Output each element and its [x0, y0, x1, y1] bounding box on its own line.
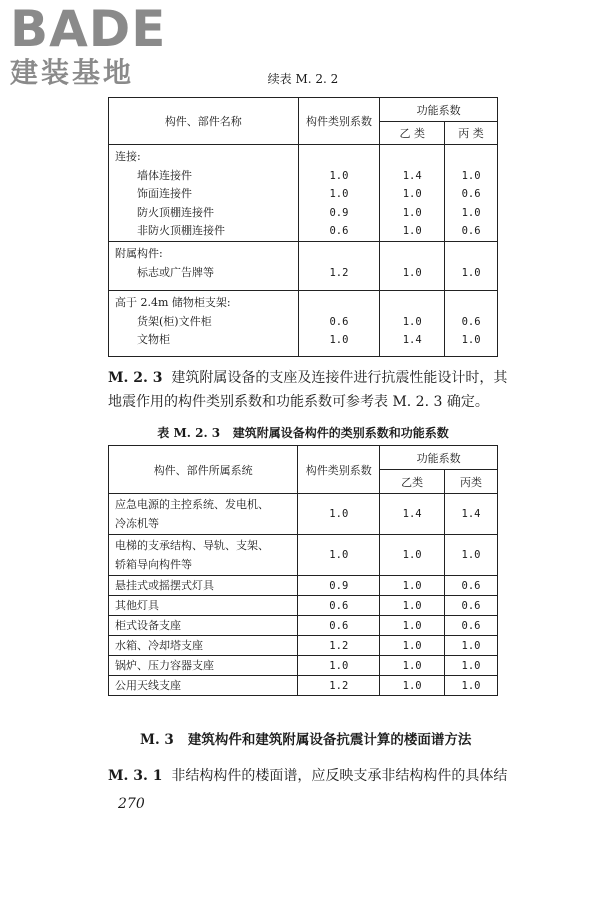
table2-value-cell: 1.0	[445, 656, 498, 676]
paragraph-m223-line1: 建筑附属设备的支座及连接件进行抗震性能设计时，其	[171, 370, 508, 386]
table2-value-cell: 0.6	[445, 616, 498, 636]
table2-name-cell	[109, 636, 298, 656]
table2-name-line: 锅炉、压力容器支座	[115, 659, 214, 672]
table2	[108, 445, 498, 696]
table2-row	[109, 494, 498, 535]
table1-item-value: 0.6	[329, 315, 349, 328]
table1-group	[109, 242, 498, 291]
paragraph-m31-number: M. 3. 1	[108, 768, 163, 784]
paragraph-m223-line2: 地震作用的构件类别系数和功能系数可参考表 M. 2. 3 确定。	[108, 394, 489, 410]
table1-item-value: 1.0	[461, 334, 481, 346]
table2-header-function: 功能系数	[380, 446, 498, 470]
table1	[108, 97, 498, 357]
table1-header-function: 功能系数	[380, 98, 498, 122]
table1-name-cell	[109, 242, 299, 291]
table2-caption-title: 建筑附属设备构件的类别系数和功能系数	[232, 426, 449, 440]
table1-value-cell	[298, 145, 380, 242]
table2-value-cell: 1.0	[298, 494, 380, 535]
table2-caption-number: 表 M. 2. 3	[157, 426, 221, 440]
table1-item-name: 饰面连接件	[137, 187, 192, 200]
table2-name-cell	[109, 676, 298, 696]
table1-name-cell	[109, 291, 299, 357]
table2-name-line: 其他灯具	[115, 599, 159, 612]
table2-value-cell: 1.0	[445, 676, 498, 696]
table2-value-cell: 1.2	[298, 636, 380, 656]
table1-value-cell	[380, 291, 445, 357]
table1-item-name: 非防火顶棚连接件	[137, 224, 225, 237]
table1-value-cell	[380, 145, 445, 242]
table1-item-value: 1.0	[461, 266, 481, 279]
table1-group-label: 连接:	[115, 150, 141, 163]
table1-name-cell	[109, 145, 299, 242]
table1-header-b: 乙 类	[380, 122, 445, 145]
table1-item-value: 0.6	[329, 225, 349, 237]
table1-group-label: 高于 2.4m 储物柜支架:	[115, 296, 231, 309]
table1-item-value: 1.0	[461, 169, 481, 182]
table2-value-cell: 1.0	[380, 656, 445, 676]
table1-value-cell	[445, 242, 498, 291]
table2-row	[109, 636, 498, 656]
table2-value-cell: 1.0	[298, 535, 380, 576]
table2-value-cell: 1.2	[298, 676, 380, 696]
table2-value-cell: 1.0	[380, 616, 445, 636]
table1-value-cell	[445, 145, 498, 242]
table1-group	[109, 291, 498, 357]
table2-name-line: 电梯的支承结构、导轨、支架、	[115, 539, 269, 552]
table2-header-c: 丙类	[445, 470, 498, 494]
table1-group-label: 附属构件:	[115, 247, 163, 260]
table2-row	[109, 676, 498, 696]
paragraph-m31-text: 非结构构件的楼面谱，应反映支承非结构构件的具体结	[171, 768, 508, 784]
table2-name-cell	[109, 535, 298, 576]
table2-name-line: 轿箱导向构件等	[115, 558, 192, 571]
table2-name-cell	[109, 616, 298, 636]
table1-item-name: 墙体连接件	[137, 168, 192, 182]
table2-name-line: 柜式设备支座	[115, 619, 181, 632]
table2-row	[109, 596, 498, 616]
table1-item-value: 1.0	[329, 169, 349, 182]
table2-value-cell: 1.4	[445, 494, 498, 535]
table2-name-cell	[109, 656, 298, 676]
table2-row	[109, 616, 498, 636]
table1-value-cell	[298, 291, 380, 357]
table2-name-line: 应急电源的主控系统、发电机、	[115, 498, 269, 511]
page-number: 270	[118, 796, 145, 812]
table1-item-value: 1.0	[329, 334, 349, 346]
logo-main-text: BADE	[10, 0, 167, 58]
section-number: M. 3	[140, 732, 174, 748]
table2-name-line: 冷冻机等	[115, 517, 159, 530]
table2-value-cell: 1.0	[380, 576, 445, 596]
table1-header-c: 丙 类	[445, 122, 498, 145]
table1-header-name: 构件、部件名称	[109, 98, 299, 145]
table2-value-cell: 0.6	[298, 616, 380, 636]
table2-name-line: 水箱、冷却塔支座	[115, 639, 203, 652]
table1-group	[109, 145, 498, 242]
table2-name-line: 公用天线支座	[115, 679, 181, 692]
table1-value-cell	[445, 291, 498, 357]
section-heading-m3	[140, 728, 540, 752]
table1-value-cell	[380, 242, 445, 291]
table2-value-cell: 1.0	[380, 636, 445, 656]
table2-header-category: 构件类别系数	[298, 446, 380, 494]
table2-caption	[108, 424, 498, 441]
table2-name-line: 悬挂式或摇摆式灯具	[115, 579, 214, 592]
section-title: 建筑构件和建筑附属设备抗震计算的楼面谱方法	[187, 732, 472, 748]
table2-name-cell	[109, 494, 298, 535]
table1-item-value: 0.6	[461, 315, 481, 328]
table1-item-name: 货架(柜)文件柜	[137, 314, 212, 328]
table1-item-value: 1.4	[402, 169, 422, 182]
table2-value-cell: 1.4	[380, 494, 445, 535]
table1-item-value: 0.6	[461, 188, 481, 200]
table2-header-name: 构件、部件所属系统	[109, 446, 298, 494]
table2-value-cell: 1.0	[298, 656, 380, 676]
table1-item-value: 1.0	[402, 206, 422, 219]
logo-sub-text: 建装基地	[10, 56, 135, 89]
table1-item-value: 1.4	[402, 334, 422, 346]
paragraph-m223	[108, 366, 528, 414]
table1-value-cell	[298, 242, 380, 291]
table2-row	[109, 576, 498, 596]
table1-item-value: 1.2	[329, 266, 349, 279]
table1-item-value: 0.9	[329, 206, 349, 219]
table1-item-name: 标志或广告牌等	[137, 265, 214, 279]
table1-item-value: 0.6	[461, 225, 481, 237]
table2-row	[109, 656, 498, 676]
table2-value-cell: 0.6	[445, 576, 498, 596]
table2-name-cell	[109, 596, 298, 616]
table2-value-cell: 0.6	[445, 596, 498, 616]
table1-header-category: 构件类别系数	[298, 98, 380, 145]
table2-value-cell: 0.9	[298, 576, 380, 596]
table2-value-cell: 1.0	[380, 596, 445, 616]
paragraph-m223-number: M. 2. 3	[108, 370, 163, 386]
table1-caption: 续表 M. 2. 2	[267, 72, 339, 86]
table1-item-value: 1.0	[329, 188, 349, 200]
table1-item-value: 1.0	[461, 206, 481, 219]
table1-item-name: 防火顶棚连接件	[137, 205, 214, 219]
table2-value-cell: 1.0	[445, 636, 498, 656]
table2-name-cell	[109, 576, 298, 596]
table2-value-cell: 1.0	[380, 535, 445, 576]
table2-value-cell: 1.0	[445, 535, 498, 576]
table1-item-value: 1.0	[402, 266, 422, 279]
table2-row	[109, 535, 498, 576]
table1-item-value: 1.0	[402, 315, 422, 328]
paragraph-m31	[108, 764, 548, 788]
table2-value-cell: 1.0	[380, 676, 445, 696]
table1-item-name: 文物柜	[137, 333, 170, 346]
table1-item-value: 1.0	[402, 188, 422, 200]
table2-value-cell: 0.6	[298, 596, 380, 616]
table2-header-b: 乙类	[380, 470, 445, 494]
table1-item-value: 1.0	[402, 225, 422, 237]
